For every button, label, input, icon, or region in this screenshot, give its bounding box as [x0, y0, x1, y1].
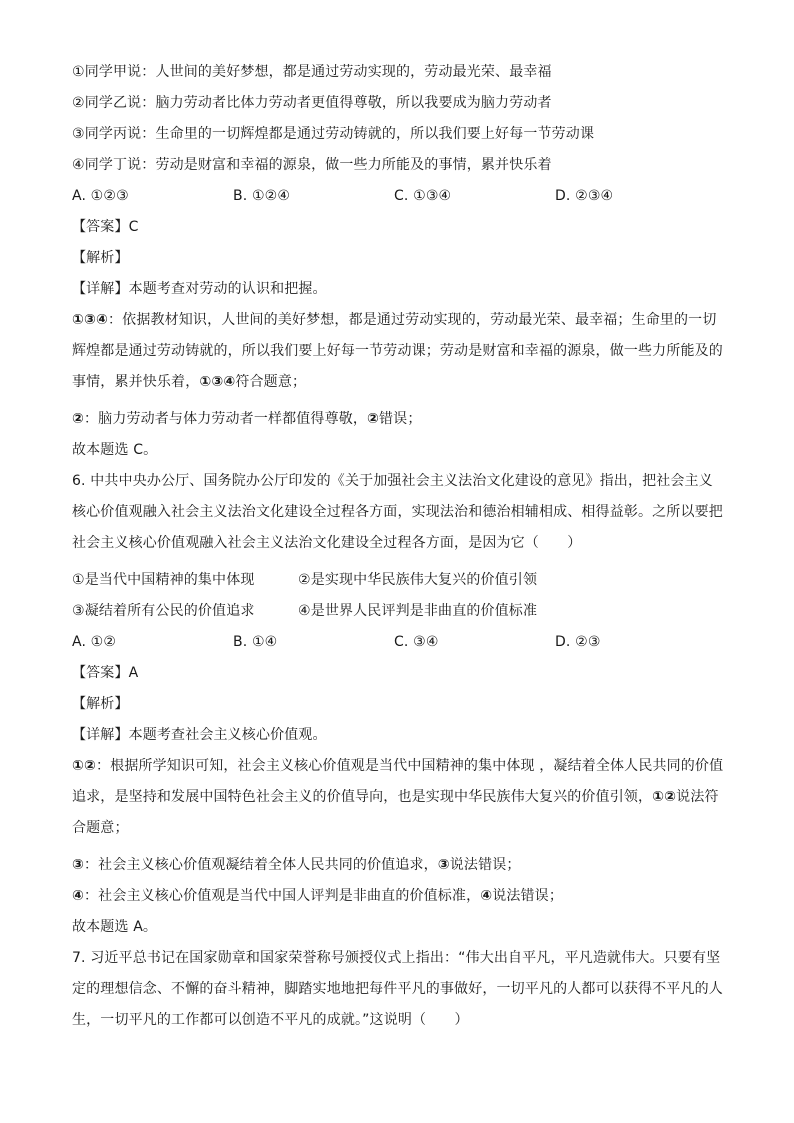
explanation-lead: ①③④	[72, 312, 109, 328]
statement-3: ③凝结着所有公民的价值追求	[72, 603, 255, 619]
option-b: B. ①②④	[233, 188, 291, 204]
option-a: A. ①②③	[72, 188, 129, 204]
option-c: C. ①③④	[394, 188, 452, 204]
answer: 【答案】A	[72, 665, 139, 681]
explanation-lead: ③	[72, 857, 85, 873]
explanation-ref: ②	[367, 411, 380, 427]
explanation-1	[72, 305, 724, 398]
answer-options	[72, 632, 724, 663]
explanation-ref: ③	[437, 857, 450, 873]
statement-1: ①是当代中国精神的集中体现	[72, 572, 255, 588]
option-b: B. ①④	[233, 634, 278, 650]
question-6-stem: 6. 中共中央办公厅、国务院办公厅印发的《关于加强社会主义法治文化建设的意见》指出，把社会主义核心价值观融入社会主义法治文化建设全过程各方面，实现法治和德治相辅相成、相得益彰。之所以要把社会主义核心价值观融入社会主义法治文化建设全过程各方面，是因为它（ ）	[72, 473, 723, 551]
explanation-2	[72, 409, 724, 440]
statement-2: ②是实现中华民族伟大复兴的价值引领	[298, 572, 538, 588]
explanation-lead: ①②	[72, 758, 97, 774]
statement-4: ④同学丁说：劳动是财富和幸福的源泉，做一些力所能及的事情，累并快乐着	[72, 157, 552, 173]
explanation-text: ：依据教材知识，人世间的美好梦想，都是通过劳动实现的，劳动最光荣、最幸福；生命里的一切辉煌都是通过劳动铸就的，所以我们要上好每一节劳动课；劳动是财富和幸福的源泉，做一些力所能及的事情，累并快乐着，	[72, 312, 723, 390]
document-page	[72, 62, 724, 1047]
explanation-verdict: 符合题意；	[235, 374, 307, 390]
detail: 【详解】本题考查对劳动的认识和把握。	[72, 281, 327, 297]
explanation-2	[72, 855, 724, 886]
question-7-stem: 7. 习近平总书记在国家勋章和国家荣誉称号颁授仪式上指出：“伟大出自平凡，平凡造就伟大。只要有坚定的理想信念、不懈的奋斗精神，脚踏实地地把每件平凡的事做好，一切平凡的人都可以获得不平凡的人生，一切平凡的工作都可以创造不平凡的成就。”这说明（ ）	[72, 950, 723, 1028]
explanation-1	[72, 751, 724, 844]
analysis-heading: 【解析】	[72, 250, 129, 266]
explanation-lead: ④	[72, 888, 85, 904]
explanation-ref: ①②	[652, 789, 677, 805]
answer-options	[72, 186, 724, 217]
statement-4: ④是世界人民评判是非曲直的价值标准	[298, 603, 538, 619]
explanation-3	[72, 886, 724, 917]
explanation-text: ：脑力劳动者与体力劳动者一样都值得尊敬，	[84, 411, 368, 427]
explanation-verdict: 错误；	[379, 411, 422, 427]
explanation-verdict: 说法错误；	[449, 857, 521, 873]
option-d: D. ②③	[555, 634, 601, 650]
option-d: D. ②③④	[555, 188, 614, 204]
option-a: A. ①②	[72, 634, 117, 650]
answer: 【答案】C	[72, 219, 139, 235]
explanation-text: ：社会主义核心价值观凝结着全体人民共同的价值追求，	[84, 857, 438, 873]
statement-2: ②同学乙说：脑力劳动者比体力劳动者更值得尊敬，所以我要成为脑力劳动者	[72, 95, 552, 111]
explanation-ref: ④	[480, 888, 493, 904]
option-c: C. ③④	[394, 634, 439, 650]
explanation-text: ：社会主义核心价值观是当代中国人评判是非曲直的价值标准，	[84, 888, 481, 904]
conclusion: 故本题选 A。	[72, 919, 158, 935]
statement-1: ①同学甲说：人世间的美好梦想，都是通过劳动实现的，劳动最光荣、最幸福	[72, 64, 552, 80]
explanation-verdict: 说法符合题意；	[72, 789, 719, 836]
statement-row-2	[72, 601, 724, 632]
statement-row-1	[72, 570, 724, 601]
detail: 【详解】本题考查社会主义核心价值观。	[72, 727, 327, 743]
conclusion: 故本题选 C。	[72, 442, 158, 458]
explanation-text: ：根据所学知识可知，社会主义核心价值观是当代中国精神的集中体现 ，凝结着全体人民共同的价值追求，是坚持和发展中国特色社会主义的价值导向，也是实现中华民族伟大复兴的价值引领，	[72, 758, 724, 805]
statement-3: ③同学丙说：生命里的一切辉煌都是通过劳动铸就的，所以我们要上好每一节劳动课	[72, 126, 595, 142]
analysis-heading: 【解析】	[72, 696, 129, 712]
explanation-lead: ②	[72, 411, 85, 427]
explanation-ref: ①③④	[199, 374, 236, 390]
explanation-verdict: 说法错误；	[492, 888, 563, 904]
